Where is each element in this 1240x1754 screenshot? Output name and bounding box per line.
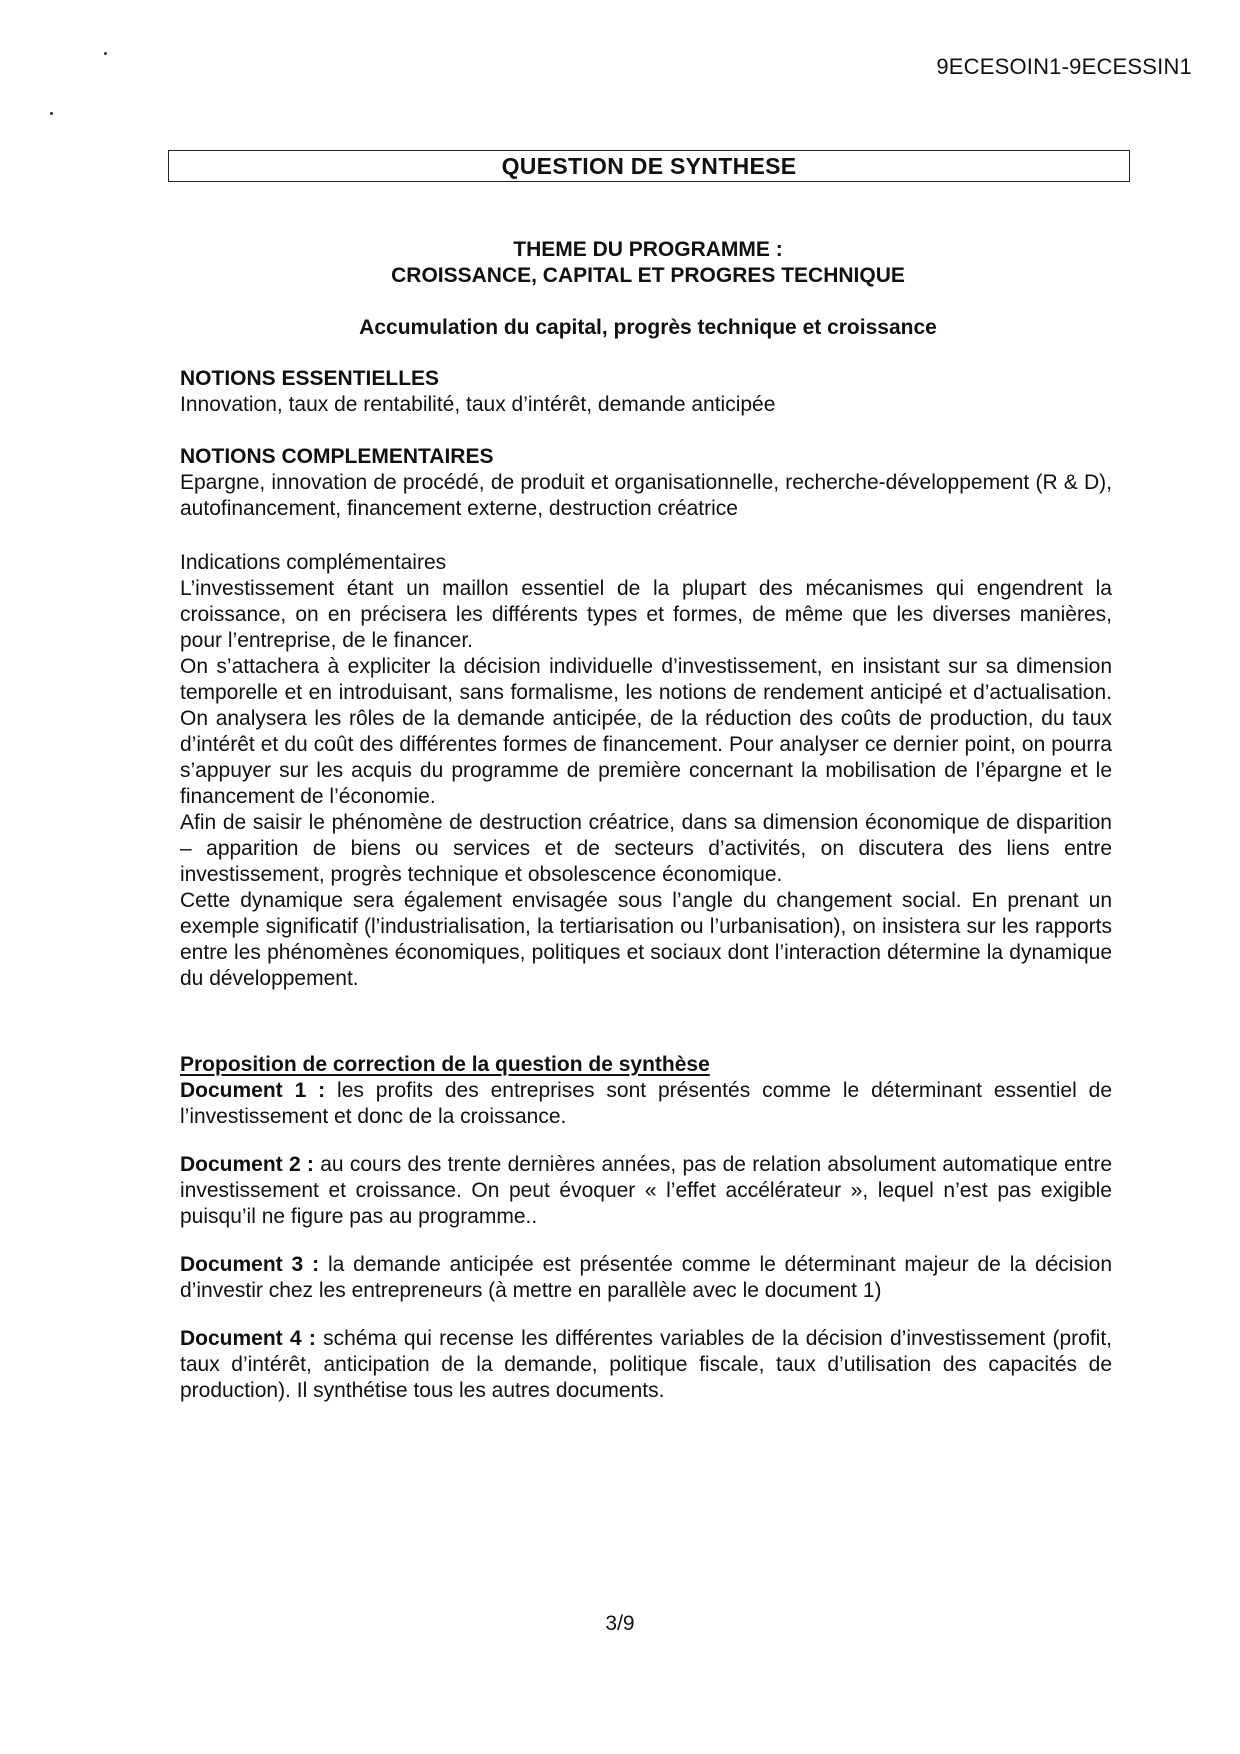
indications-paragraph: Afin de saisir le phénomène de destruction créatrice, dans sa dimension économique de disparition – apparition de biens ou services et de secteurs d’activités, on discutera des liens entre investissement, progrès technique et obsolescence économique. [180,811,1112,886]
notions-complementaires-text: Epargne, innovation de procédé, de produit et organisationnelle, recherche-développement (R & D), autofinancement, financement externe, destruction créatrice [180,471,1112,520]
theme-subtitle: Accumulation du capital, progrès technique et croissance [359,316,937,339]
document-text: au cours des trente dernières années, pas de relation absolument automatique entre investissement et croissance. On peut évoquer « l’effet accélérateur », lequel n’est pas exigible puisqu’il ne figure pas au programme.. [180,1153,1113,1228]
page-title: QUESTION DE SYNTHESE [501,152,797,179]
notions-essentielles-section [180,366,1112,418]
document-label: Document 1 : [180,1079,326,1102]
indications-section [180,550,1112,992]
notions-essentielles-heading: NOTIONS ESSENTIELLES [180,367,440,390]
main-content [180,366,1112,1426]
document-item [180,1252,1112,1304]
section-spacer [180,1014,1112,1052]
correction-section [180,1052,1112,1404]
theme-title: CROISSANCE, CAPITAL ET PROGRES TECHNIQUE [391,264,905,287]
indications-heading: Indications complémentaires [180,551,447,574]
theme-heading: THEME DU PROGRAMME : [513,238,783,261]
document-item [180,1078,1112,1130]
correction-heading: Proposition de correction de la question de synthèse [180,1053,710,1076]
indications-paragraph: L’investissement étant un maillon essentiel de la plupart des mécanismes qui engendrent la croissance, on en précisera les différents types et formes, de même que les diverses manières, pour l’entreprise, de le financer. [180,577,1112,652]
indications-paragraph: On s’attachera à expliciter la décision individuelle d’investissement, en insistant sur sa dimension temporelle et en introduisant, sans formalisme, les notions de rendement anticipé et d’actualisation. On analysera les rôles de la demande anticipée, de la réduction des coûts de production, du taux d’intérêt et du coût des différentes formes de financement. Pour analyser ce dernier point, on pourra s’appuyer sur les acquis du programme de première concernant la mobilisation de l’épargne et le financement de l’économie. [180,655,1112,808]
document-label: Document 2 : [180,1153,314,1176]
indications-paragraph: Cette dynamique sera également envisagée sous l’angle du changement social. En prenant un exemple significatif (l’industrialisation, la tertiarisation ou l’urbanisation), on insistera sur les rapports entre les phénomènes économiques, politiques et sociaux dont l’interaction détermine la dynamique du développement. [180,889,1112,990]
notions-complementaires-section [180,444,1112,522]
page-number: 3/9 [605,1612,635,1635]
document-text: les profits des entreprises sont présentés comme le déterminant essentiel de l’investissement et donc de la croissance. [180,1079,1112,1128]
document-label: Document 3 : [180,1253,320,1276]
document-item [180,1326,1112,1404]
scan-speck [50,112,53,115]
document-text: la demande anticipée est présentée comme le déterminant majeur de la décision d’investir chez les entrepreneurs (à mettre en parallèle avec le document 1) [180,1253,1112,1302]
notions-complementaires-heading: NOTIONS COMPLEMENTAIRES [180,445,494,468]
document-text: schéma qui recense les différentes variables de la décision d’investissement (profit, taux d’intérêt, anticipation de la demande, politique fiscale, taux d’utilisation des capacités de production). Il synthétise tous les autres documents. [180,1327,1112,1402]
title-box [168,150,1130,182]
document-reference: 9ECESOIN1-9ECESSIN1 [936,54,1192,79]
notions-essentielles-text: Innovation, taux de rentabilité, taux d’intérêt, demande anticipée [180,393,776,416]
document-item [180,1152,1112,1230]
document-label: Document 4 : [180,1327,316,1350]
scan-speck [104,52,107,55]
